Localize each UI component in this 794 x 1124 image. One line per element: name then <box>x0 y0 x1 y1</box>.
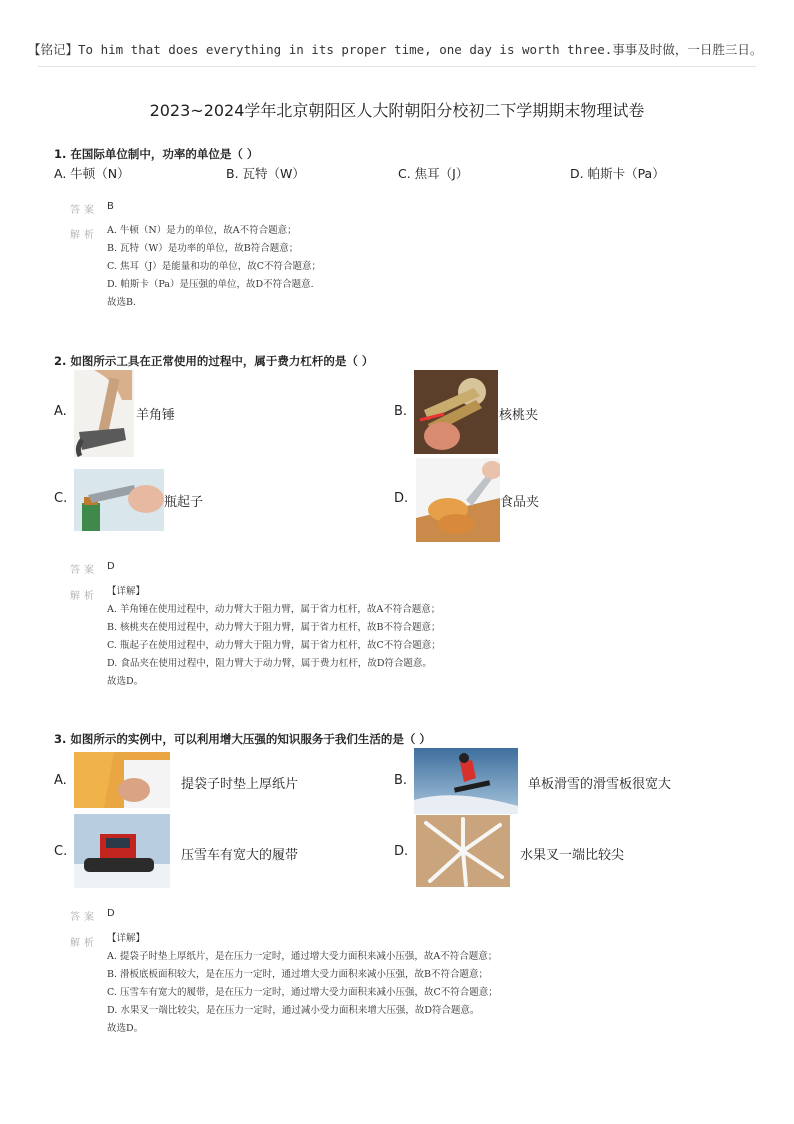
q1-exp-line: C. 焦耳（J）是能量和功的单位，故C不符合题意； <box>107 261 322 272</box>
q1-exp-line: D. 帕斯卡（Pa）是压强的单位，故D不符合题意. <box>107 279 314 290</box>
nutcracker-image <box>414 370 498 454</box>
question-2-stem: 2. 如图所示工具在正常使用的过程中，属于费力杠杆的是（ ） <box>54 354 374 368</box>
question-1-stem: 1. 在国际单位制中，功率的单位是（ ） <box>54 147 259 161</box>
q2-exp-line: C. 瓶起子在使用过程中，动力臂大于阻力臂，属于省力杠杆，故C不符合题意； <box>107 640 441 651</box>
q2-exp-line: 【详解】 <box>107 586 146 597</box>
q3-option-c-mark: C. <box>54 844 68 859</box>
q3-answer-label: 答案 <box>70 912 98 923</box>
q2-explanation <box>107 583 441 691</box>
q1-analysis-label: 解析 <box>70 230 98 241</box>
q3-exp-line: 故选D。 <box>107 1023 144 1034</box>
q2-answer-value: D <box>107 561 115 572</box>
q1-exp-line: A. 牛顿（N）是力的单位，故A不符合题意； <box>107 225 297 236</box>
q1-option-b: B. 瓦特（W） <box>226 166 305 181</box>
q3-option-d-mark: D. <box>394 844 409 859</box>
q2-exp-line: 故选D。 <box>107 676 144 687</box>
q2-analysis-label: 解析 <box>70 591 98 602</box>
q3-exp-line: B. 滑板底板面积较大，是在压力一定时，通过增大受力面积来减小压强，故B不符合题意； <box>107 969 489 980</box>
bottle-opener-image <box>74 469 164 531</box>
q1-option-d: D. 帕斯卡（Pa） <box>570 166 665 181</box>
page-title: 2023~2024学年北京朝阳区人大附朝阳分校初二下学期期末物理试卷 <box>149 101 645 120</box>
q3-option-a-mark: A. <box>54 773 67 788</box>
q2-option-a-mark: A. <box>54 404 67 419</box>
q3-option-c-caption: 压雪车有宽大的履带 <box>181 848 299 863</box>
q3-exp-line: A. 提袋子时垫上厚纸片，是在压力一定时，通过增大受力面积来减小压强，故A不符合题意； <box>107 951 498 962</box>
q1-option-c: C. 焦耳（J） <box>398 166 469 181</box>
question-3-stem: 3. 如图所示的实例中，可以利用增大压强的知识服务于我们生活的是（ ） <box>54 732 431 746</box>
q3-analysis-label: 解析 <box>70 938 98 949</box>
q2-option-b-mark: B. <box>394 404 408 419</box>
snow-groomer-image <box>74 814 170 888</box>
q2-exp-line: B. 核桃夹在使用过程中，动力臂大于阻力臂，属于省力杠杆，故B不符合题意； <box>107 622 441 633</box>
q2-option-c-caption: 瓶起子 <box>164 495 204 510</box>
motto-banner: 【铭记】To him that does everything in its proper time, one day is worth three.事事及时做，一日胜三日。 <box>28 42 763 57</box>
claw-hammer-image <box>74 370 134 457</box>
food-tongs-image <box>416 458 500 542</box>
q2-exp-line: A. 羊角锤在使用过程中，动力臂大于阻力臂，属于省力杠杆，故A不符合题意； <box>107 604 441 615</box>
q1-exp-line: 故选B. <box>107 297 137 308</box>
header-divider <box>38 66 756 67</box>
q3-exp-line: D. 水果叉一端比较尖，是在压力一定时，通过减小受力面积来增大压强，故D符合题意。 <box>107 1005 480 1016</box>
paper-pad-bag-image <box>74 752 170 808</box>
q2-exp-line: D. 食品夹在使用过程中，阻力臂大于动力臂，属于费力杠杆，故D符合题意。 <box>107 658 432 669</box>
q3-option-a-caption: 提袋子时垫上厚纸片 <box>181 777 299 792</box>
q2-option-d-mark: D. <box>394 491 409 506</box>
q1-option-a: A. 牛顿（N） <box>54 166 130 181</box>
q2-option-a-caption: 羊角锤 <box>136 408 176 423</box>
q1-answer-label: 答案 <box>70 205 98 216</box>
q3-option-b-mark: B. <box>394 773 408 788</box>
q2-answer-label: 答案 <box>70 565 98 576</box>
q3-option-d-caption: 水果叉一端比较尖 <box>520 848 625 863</box>
q3-option-b-caption: 单板滑雪的滑雪板很宽大 <box>528 777 672 792</box>
q3-exp-line: 【详解】 <box>107 933 146 944</box>
fruit-fork-image <box>416 815 510 887</box>
q2-option-d-caption: 食品夹 <box>500 495 540 510</box>
q1-exp-line: B. 瓦特（W）是功率的单位，故B符合题意； <box>107 243 299 254</box>
q1-answer-value: B <box>107 201 114 212</box>
snowboard-image <box>414 748 518 814</box>
q3-answer-value: D <box>107 908 115 919</box>
q2-option-c-mark: C. <box>54 491 68 506</box>
q2-option-b-caption: 核桃夹 <box>499 408 539 423</box>
q3-explanation <box>107 930 498 1038</box>
q1-explanation <box>107 222 321 312</box>
q3-exp-line: C. 压雪车有宽大的履带，是在压力一定时，通过增大受力面积来减小压强，故C不符合题意； <box>107 987 498 998</box>
